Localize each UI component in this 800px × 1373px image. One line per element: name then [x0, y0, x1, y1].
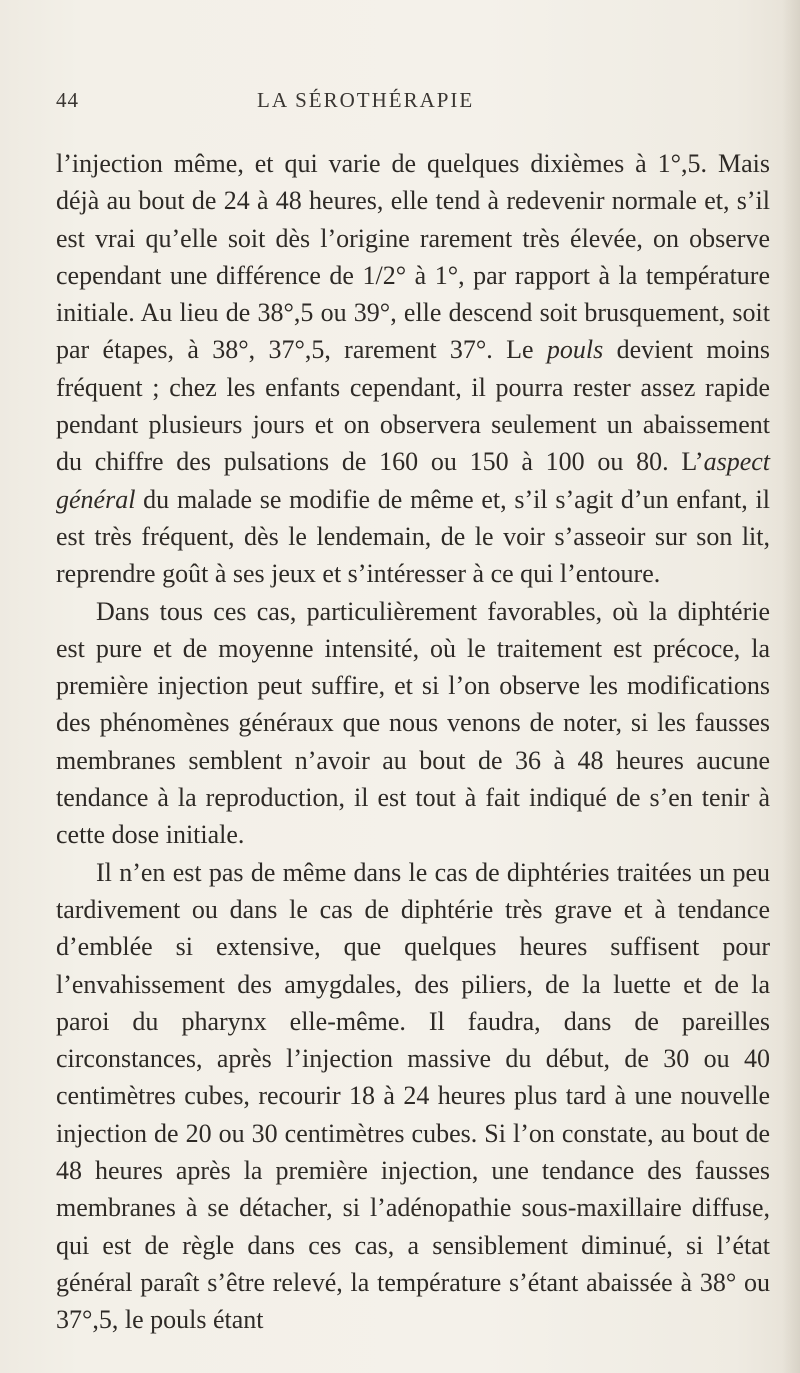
body-text [56, 145, 770, 1339]
emphasis-pouls: pouls [546, 335, 604, 365]
running-head [56, 88, 756, 122]
paragraph-3: Il n’en est pas de même dans le cas de diphtéries traitées un peu tardivement ou dans le cas de diphtérie très grave et à tendance d’emblée si extensive, que quelques heures suffisent pour l’envahissement des amygdales, des piliers, de la luette et de la paroi du pharynx elle-même. Il faudra, dans de pareilles circonstances, après l’injection massive du début, de 30 ou 40 centimètres cubes, recourir 18 à 24 heures plus tard à une nouvelle injection de 20 ou 30 centimètres cubes. Si l’on constate, au bout de 48 heures après la première injection, une tendance des fausses membranes à se détacher, si l’adénopathie sous-maxillaire diffuse, qui est de règle dans ces cas, a sensiblement diminué, si l’état général paraît s’être relevé, la température s’étant abaissée à 38° ou 37°,5, le pouls étant [56, 857, 770, 1335]
paragraph-1-text-b: devient moins fréquent ; chez les enfants cependant, il pourra rester assez rapide pendant plusieurs jours et on observera seulement un abaissement du chiffre des pulsations de 160 ou 150 à 100 ou 80. L’ [56, 335, 770, 477]
paragraph-2: Dans tous ces cas, particulièrement favorables, où la diphtérie est pure et de moyenne intensité, où le traitement est précoce, la première injection peut suffire, et si l’on observe les modifications des phénomènes généraux que nous venons de noter, si les fausses membranes semblent n’avoir au bout de 36 à 48 heures aucune tendance à la reproduction, il est tout à fait indiqué de s’en tenir à cette dose initiale. [56, 596, 770, 850]
paragraph-1-text-c: du malade se modifie de même et, s’il s’agit d’un enfant, il est très fréquent, dès le lendemain, de le voir s’asseoir sur son lit, reprendre goût à ses jeux et s’intéresser à ce qui l’entoure. [56, 484, 770, 589]
page-number: 44 [56, 88, 79, 112]
running-title: LA SÉROTHÉRAPIE [257, 88, 475, 112]
paragraph-1 [56, 145, 770, 593]
page-edge-shadow [782, 0, 800, 1373]
paragraph-1-text-a: l’injection même, et qui varie de quelques dixièmes à 1°,5. Mais déjà au bout de 24 à 48 heures, elle tend à redevenir normale et, s’il est vrai qu’elle soit dès l’origine rarement très élevée, on observe cependant une différence de 1/2° à 1°, par rapport à la température initiale. Au lieu de 38°,5 ou 39°, elle descend soit brusquement, soit par étapes, à 38°, 37°,5, rarement 37°. Le [56, 149, 770, 365]
emphasis-aspect-general: aspect général [56, 447, 770, 514]
